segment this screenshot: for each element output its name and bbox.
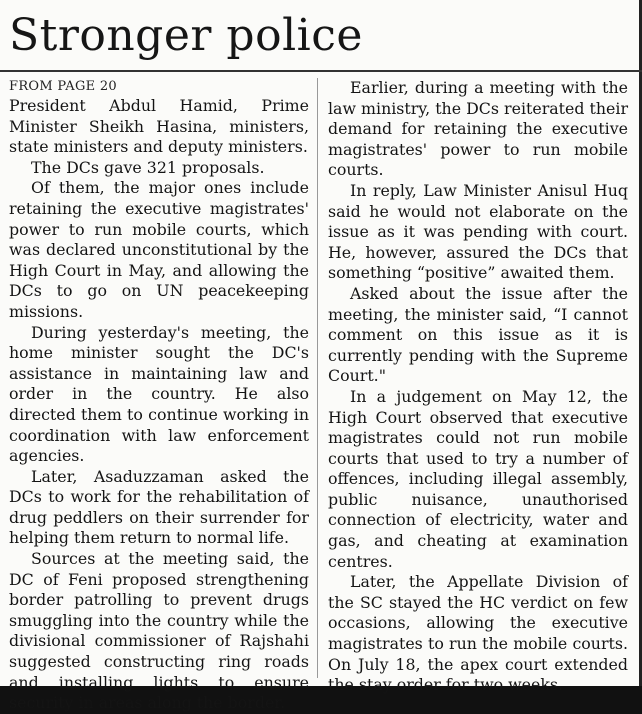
headline-rule [0,70,642,72]
headline: Stronger police [9,10,363,61]
paragraph: Later, the Appellate Division of the SC stayed the HC verdict on few occasions, allowing the executive magistrates to run the mobile courts. On July 18, the apex court extended the stay order for two weeks. [328,572,628,695]
paragraph: In a judgement on May 12, the High Court observed that executive magistrates could not run mobile courts that used to try a number of offences, including illegal assembly, public nuisance, unauthorised connection of electricity, water and gas, and cheating at examination centres. [328,386,628,571]
right-column [328,78,628,696]
column-divider [317,78,318,678]
paragraph: Earlier, during a meeting with the law ministry, the DCs reiterated their demand for retaining the executive magistrates' power to run mobile courts. [328,78,628,180]
paragraph: Sources at the meeting said, the DC of Feni proposed strengthening border patrolling to prevent drugs smuggling into the country while the divisional commissioner of Rajshahi suggested constructing ring roads and installing lights to ensure security in areas along the border. [9,549,309,713]
paragraph: Later, Asaduzzaman asked the DCs to work for the rehabilitation of drug peddlers on their surrender for helping them return to normal life. [9,466,309,548]
continuation-kicker: FROM PAGE 20 [9,79,117,94]
paragraph: In reply, Law Minister Anisul Huq said he would not elaborate on the issue as it was pending with court. He, however, assured the DCs that something “positive” awaited them. [328,180,628,283]
paragraph: President Abdul Hamid, Prime Minister Sheikh Hasina, ministers, state ministers and deputy ministers. [9,96,309,157]
paragraph: Asked about the issue after the meeting, the minister said, “I cannot comment on this issue as it is currently pending with the Supreme Court." [328,283,628,386]
paragraph: The DCs gave 321 proposals. [31,157,265,177]
paragraph: During yesterday's meeting, the home minister sought the DC's assistance in maintaining law and order in the country. He also directed them to continue working in coordination with law enforcement agencies. [9,322,309,466]
left-column [9,78,309,714]
paragraph: Of them, the major ones include retaining the executive magistrates' power to run mobile courts, which was declared unconstitutional by the High Court in May, and allowing the DCs to go on UN peacekeeping missions. [9,178,309,321]
